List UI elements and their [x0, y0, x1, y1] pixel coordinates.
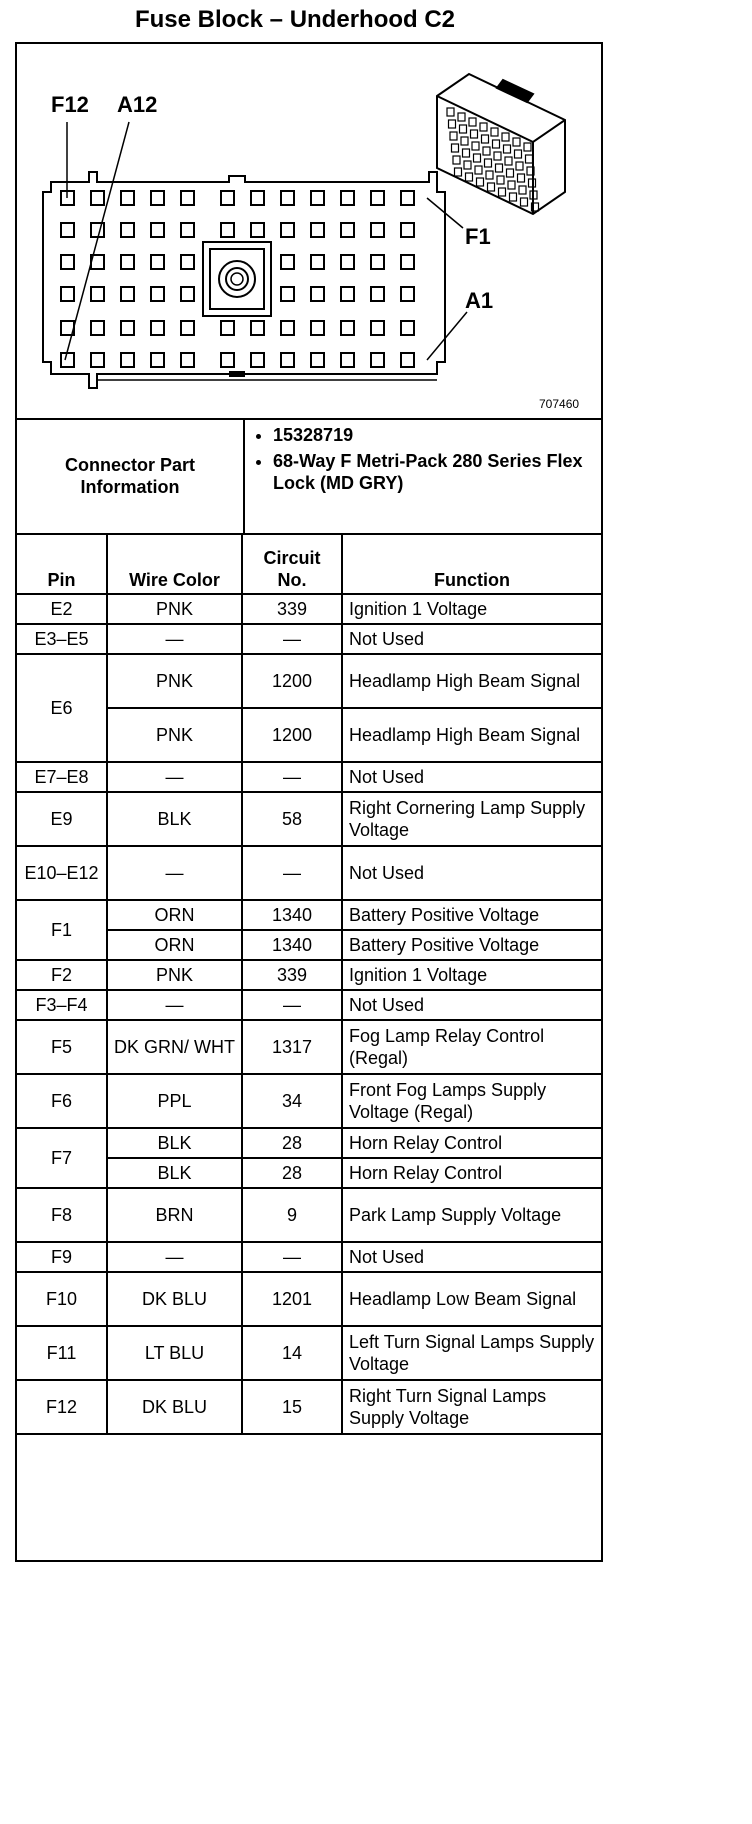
terminal-cavity: [341, 321, 354, 335]
iso-cavity: [460, 125, 467, 133]
function-cell: Not Used: [342, 762, 601, 792]
iso-cavity: [463, 149, 470, 157]
label-a1: A1: [465, 288, 494, 313]
terminal-cavity: [181, 353, 194, 367]
terminal-cavity: [151, 255, 164, 269]
terminal-cavity: [221, 191, 234, 205]
function-cell: Left Turn Signal Lamps Supply Voltage: [342, 1326, 601, 1380]
iso-cavity: [482, 135, 489, 143]
pin-cell: F1: [17, 900, 107, 960]
pin-cell: E6: [17, 654, 107, 762]
circuit-cell: 9: [242, 1188, 342, 1242]
table-row: [17, 990, 601, 1020]
iso-cavity: [488, 183, 495, 191]
terminal-cavity: [341, 223, 354, 237]
terminal-cavity: [311, 287, 324, 301]
terminal-cavity: [311, 353, 324, 367]
pin-cell: E7–E8: [17, 762, 107, 792]
center-lock: [203, 242, 271, 316]
terminal-cavity: [281, 353, 294, 367]
wire-color-cell: —: [107, 624, 242, 654]
function-cell: Not Used: [342, 990, 601, 1020]
wire-color-cell: PNK: [107, 654, 242, 708]
pin-cell: F7: [17, 1128, 107, 1188]
iso-cavity: [513, 138, 520, 146]
circuit-cell: 339: [242, 960, 342, 990]
iso-cavity: [494, 152, 501, 160]
iso-cavity: [449, 120, 456, 128]
pin-cell: E3–E5: [17, 624, 107, 654]
iso-cavity: [469, 118, 476, 126]
circuit-cell: 15: [242, 1380, 342, 1434]
iso-cavity: [516, 162, 523, 170]
pin-cell: F10: [17, 1272, 107, 1326]
terminal-cavity: [91, 321, 104, 335]
iso-cavity: [510, 193, 517, 201]
terminal-cavity: [61, 287, 74, 301]
iso-cavity: [493, 140, 500, 148]
part-number: • 15328719: [273, 424, 593, 446]
connector-description: • 68-Way F Metri-Pack 280 Series Flex Lock (MD GRY): [273, 450, 593, 494]
terminal-cavity: [181, 223, 194, 237]
function-cell: Fog Lamp Relay Control (Regal): [342, 1020, 601, 1074]
table-row: [17, 594, 601, 624]
iso-cavity: [499, 188, 506, 196]
iso-cavity: [455, 168, 462, 176]
terminal-cavity: [121, 287, 134, 301]
table-row: [17, 1326, 601, 1380]
pin-cell: E2: [17, 594, 107, 624]
terminal-cavity: [371, 191, 384, 205]
function-cell: Headlamp Low Beam Signal: [342, 1272, 601, 1326]
wire-color-cell: PNK: [107, 708, 242, 762]
circuit-cell: 28: [242, 1158, 342, 1188]
terminal-cavity: [181, 321, 194, 335]
iso-cavity: [497, 176, 504, 184]
terminal-cavity: [121, 321, 134, 335]
wire-color-cell: PPL: [107, 1074, 242, 1128]
table-row: [17, 624, 601, 654]
iso-cavity: [505, 157, 512, 165]
terminal-cavity: [341, 353, 354, 367]
circuit-cell: 34: [242, 1074, 342, 1128]
iso-cavity: [483, 147, 490, 155]
connector-diagram: [17, 44, 601, 420]
iso-cavity: [453, 156, 460, 164]
iso-cavity: [447, 108, 454, 116]
iso-cavity: [475, 166, 482, 174]
terminal-cavity: [281, 321, 294, 335]
function-cell: Battery Positive Voltage: [342, 900, 601, 930]
iso-cavity: [508, 181, 515, 189]
terminal-cavity: [221, 353, 234, 367]
table-row: [17, 792, 601, 846]
terminal-cavity: [281, 287, 294, 301]
function-cell: Not Used: [342, 1242, 601, 1272]
terminal-cavity: [371, 255, 384, 269]
pin-cell: F5: [17, 1020, 107, 1074]
terminal-cavity: [91, 353, 104, 367]
table-row: [17, 960, 601, 990]
function-cell: Headlamp High Beam Signal: [342, 708, 601, 762]
iso-cavity: [486, 171, 493, 179]
iso-cavity: [496, 164, 503, 172]
wire-color-cell: ORN: [107, 900, 242, 930]
label-f12: F12: [51, 92, 89, 117]
terminal-cavity: [341, 255, 354, 269]
terminal-cavity: [121, 191, 134, 205]
terminal-cavity: [401, 287, 414, 301]
table-row: [17, 1074, 601, 1128]
pin-cell: F3–F4: [17, 990, 107, 1020]
wire-color-cell: PNK: [107, 594, 242, 624]
iso-cavity: [485, 159, 492, 167]
pinout-table: [17, 533, 601, 1435]
terminal-cavity: [401, 191, 414, 205]
connector-part-info: [17, 418, 601, 535]
terminal-cavity: [251, 353, 264, 367]
iso-cavity: [526, 155, 533, 163]
table-row: [17, 1188, 601, 1242]
function-cell: Ignition 1 Voltage: [342, 594, 601, 624]
function-cell: Not Used: [342, 846, 601, 900]
iso-cavity: [471, 130, 478, 138]
wire-color-cell: BLK: [107, 1158, 242, 1188]
terminal-cavity: [401, 223, 414, 237]
terminal-cavity: [401, 255, 414, 269]
wire-color-cell: DK GRN/ WHT: [107, 1020, 242, 1074]
terminal-cavity: [121, 353, 134, 367]
circuit-cell: 1200: [242, 708, 342, 762]
circuit-cell: 28: [242, 1128, 342, 1158]
wire-color-cell: —: [107, 762, 242, 792]
terminal-cavity: [151, 353, 164, 367]
pin-cell: F6: [17, 1074, 107, 1128]
circuit-cell: 1201: [242, 1272, 342, 1326]
terminal-cavity: [61, 353, 74, 367]
circuit-cell: —: [242, 1242, 342, 1272]
terminal-cavity: [281, 223, 294, 237]
table-row: [17, 1242, 601, 1272]
terminal-cavity: [221, 223, 234, 237]
iso-cavity: [502, 133, 509, 141]
table-row: [17, 1020, 601, 1074]
iso-cavity: [461, 137, 468, 145]
iso-cavity: [474, 154, 481, 162]
pin-cell: F12: [17, 1380, 107, 1434]
wire-color-cell: ORN: [107, 930, 242, 960]
connector-sheet: [15, 42, 603, 1562]
function-cell: Right Turn Signal Lamps Supply Voltage: [342, 1380, 601, 1434]
function-cell: Front Fog Lamps Supply Voltage (Regal): [342, 1074, 601, 1128]
function-cell: Horn Relay Control: [342, 1128, 601, 1158]
table-row: [17, 654, 601, 708]
circuit-cell: —: [242, 762, 342, 792]
circuit-cell: 14: [242, 1326, 342, 1380]
iso-cavity: [466, 173, 473, 181]
table-row: [17, 846, 601, 900]
iso-cavity: [519, 186, 526, 194]
header-circuit: Circuit No.: [242, 534, 342, 594]
terminal-cavity: [401, 321, 414, 335]
terminal-cavity: [401, 353, 414, 367]
terminal-cavity: [251, 223, 264, 237]
terminal-cavity: [151, 321, 164, 335]
terminal-cavity: [251, 321, 264, 335]
terminal-cavity: [371, 353, 384, 367]
iso-cavity: [518, 174, 525, 182]
iso-cavity: [521, 198, 528, 206]
function-cell: Park Lamp Supply Voltage: [342, 1188, 601, 1242]
terminal-cavity: [341, 191, 354, 205]
pin-cell: E10–E12: [17, 846, 107, 900]
function-cell: Headlamp High Beam Signal: [342, 654, 601, 708]
table-row: [17, 762, 601, 792]
wire-color-cell: —: [107, 990, 242, 1020]
terminal-cavity: [151, 223, 164, 237]
pin-cell: F8: [17, 1188, 107, 1242]
terminal-cavity: [61, 255, 74, 269]
label-f1: F1: [465, 224, 491, 249]
circuit-cell: 1200: [242, 654, 342, 708]
terminal-cavity: [61, 223, 74, 237]
connector-info-details: [253, 424, 593, 498]
terminal-cavity: [91, 287, 104, 301]
wire-color-cell: —: [107, 1242, 242, 1272]
pin-cell: F9: [17, 1242, 107, 1272]
pin-cell: F2: [17, 960, 107, 990]
header-wire-color: Wire Color: [107, 534, 242, 594]
iso-cavity: [504, 145, 511, 153]
function-cell: Not Used: [342, 624, 601, 654]
wire-color-cell: PNK: [107, 960, 242, 990]
terminal-cavity: [371, 287, 384, 301]
terminal-cavity: [91, 191, 104, 205]
terminal-cavity: [311, 321, 324, 335]
wire-color-cell: BRN: [107, 1188, 242, 1242]
terminal-cavity: [121, 223, 134, 237]
pin-cell: F11: [17, 1326, 107, 1380]
iso-cavity: [477, 178, 484, 186]
circuit-cell: 1340: [242, 900, 342, 930]
circuit-cell: —: [242, 624, 342, 654]
iso-cavity: [515, 150, 522, 158]
iso-cavity: [452, 144, 459, 152]
figure-id: 707460: [539, 397, 580, 411]
iso-cavity: [524, 143, 531, 151]
wire-color-cell: DK BLU: [107, 1272, 242, 1326]
circuit-cell: —: [242, 846, 342, 900]
terminal-cavity: [341, 287, 354, 301]
table-row: [17, 1272, 601, 1326]
wire-color-cell: BLK: [107, 1128, 242, 1158]
terminal-cavity: [121, 255, 134, 269]
table-row: [17, 1380, 601, 1434]
iso-cavity: [464, 161, 471, 169]
terminal-cavity: [281, 255, 294, 269]
wire-color-cell: —: [107, 846, 242, 900]
terminal-cavity: [151, 191, 164, 205]
terminal-cavity: [311, 191, 324, 205]
terminal-cavity: [181, 191, 194, 205]
iso-cavity: [450, 132, 457, 140]
connector-info-heading: Connector Part Information: [17, 418, 245, 533]
circuit-cell: 58: [242, 792, 342, 846]
terminal-cavity: [281, 191, 294, 205]
function-cell: Right Cornering Lamp Supply Voltage: [342, 792, 601, 846]
label-a12: A12: [117, 92, 158, 117]
terminal-cavity: [151, 287, 164, 301]
circuit-cell: 1317: [242, 1020, 342, 1074]
table-row: [17, 900, 601, 930]
circuit-cell: 339: [242, 594, 342, 624]
pin-cell: E9: [17, 792, 107, 846]
function-cell: Ignition 1 Voltage: [342, 960, 601, 990]
terminal-cavity: [311, 255, 324, 269]
wire-color-cell: BLK: [107, 792, 242, 846]
iso-cavity: [491, 128, 498, 136]
header-function: Function: [342, 534, 601, 594]
terminal-cavity: [181, 287, 194, 301]
function-cell: Horn Relay Control: [342, 1158, 601, 1188]
iso-cavity: [507, 169, 514, 177]
wire-color-cell: LT BLU: [107, 1326, 242, 1380]
terminal-cavity: [371, 321, 384, 335]
terminal-cavity: [181, 255, 194, 269]
terminal-cavity: [251, 191, 264, 205]
terminal-cavity: [311, 223, 324, 237]
table-header-row: [17, 534, 601, 594]
connector-face-illustration: [17, 44, 601, 418]
terminal-cavity: [221, 321, 234, 335]
table-row: [17, 1128, 601, 1158]
wire-color-cell: DK BLU: [107, 1380, 242, 1434]
page-title: Fuse Block – Underhood C2: [134, 6, 456, 33]
terminal-cavity: [371, 223, 384, 237]
circuit-cell: 1340: [242, 930, 342, 960]
iso-cavity: [458, 113, 465, 121]
iso-cavity: [480, 123, 487, 131]
circuit-cell: —: [242, 990, 342, 1020]
function-cell: Battery Positive Voltage: [342, 930, 601, 960]
iso-cavity: [472, 142, 479, 150]
header-pin: Pin: [17, 534, 107, 594]
